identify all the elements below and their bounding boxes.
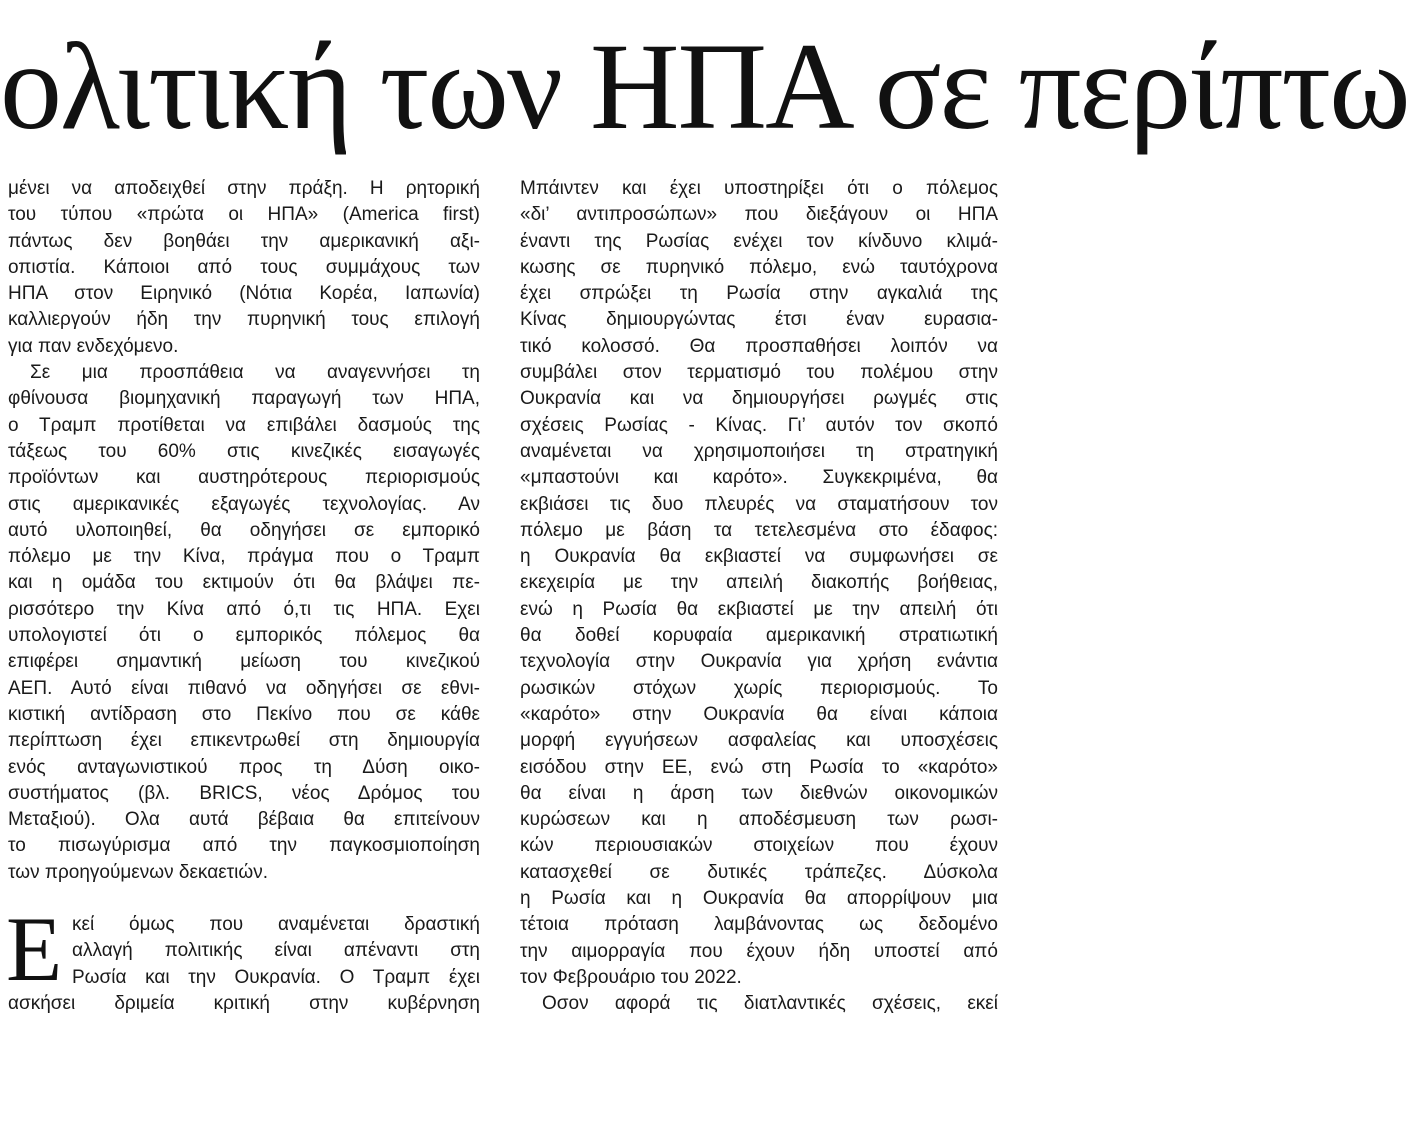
text-line: επιφέρει σημαντική μείωση του κινεζικού [8, 651, 480, 673]
text-line: αυτό υλοποιηθεί, θα οδηγήσει σε εμπορικό [8, 519, 480, 541]
text-line: θα είναι η άρση των διεθνών οικονομικών [520, 782, 998, 804]
text-line: πόλεμο με την Κίνα, πράγμα που ο Τραμπ [8, 546, 480, 568]
text-line: τεχνολογία στην Ουκρανία για χρήση ενάντια [520, 651, 998, 673]
text-line: μένει να αποδειχθεί στην πράξη. Η ρητορική [8, 178, 480, 199]
text-line: περίπτωση έχει επικεντρωθεί στη δημιουργία [8, 730, 480, 752]
text-line: υπολογιστεί ότι ο εμπορικός πόλεμος θα [8, 625, 480, 647]
article-headline: ολιτική των ΗΠΑ σε περίπτω [0, 18, 1409, 155]
text-line: Ουκρανία και να δημιουργήσει ρωγμές στις [520, 388, 998, 410]
text-line: ασκήσει δριμεία κριτική στην κυβέρνηση [8, 992, 480, 1014]
text-line: ο Τραμπ προτίθεται να επιβάλει δασμούς της [8, 414, 480, 436]
text-line: καλλιεργούν ήδη την πυρηνική τους επιλογή [8, 309, 480, 331]
text-line: το πισωγύρισμα από την παγκοσμιοποίηση [8, 835, 480, 857]
text-line: κωσης σε πυρηνικό πόλεμο, ενώ ταυτόχρονα [520, 256, 998, 278]
text-line: η Ρωσία και η Ουκρανία θα απορρίψουν μια [520, 888, 998, 910]
text-line: τικό κολοσσό. Θα προσπαθήσει λοιπόν να [520, 335, 998, 357]
text-line: ενός ανταγωνιστικού προς τη Δύση οικο- [8, 756, 480, 778]
article-column-left [8, 176, 480, 1017]
text-line: κατασχεθεί σε δυτικές τράπεζες. Δύσκολα [520, 861, 998, 883]
text-line: τέτοια πρόταση λαμβάνοντας ως δεδομένο [520, 914, 998, 936]
text-line: και η ομάδα του εκτιμούν ότι θα βλάψει πε- [8, 572, 480, 594]
text-line: του τύπου «πρώτα οι ΗΠΑ» (America first) [8, 204, 480, 226]
text-line: «μπαστούνι και καρότο». Συγκεκριμένα, θα [520, 467, 998, 489]
text-line: προϊόντων και αυστηρότερους περιορισμούς [8, 467, 480, 489]
text-line: στις αμερικανικές εξαγωγές τεχνολογίας. Αν [8, 493, 480, 515]
text-line: θα δοθεί κορυφαία αμερικανική στρατιωτική [520, 625, 998, 647]
text-line: Σε μια προσπάθεια να αναγεννήσει τη [30, 362, 480, 384]
text-line: «καρότο» στην Ουκρανία θα είναι κάποια [520, 703, 998, 725]
text-line: οπιστία. Κάποιοι από τους συμμάχους των [8, 256, 480, 278]
text-line: αναμένεται να χρησιμοποιήσει τη στρατηγική [520, 440, 998, 462]
text-line: τάξεως του 60% στις κινεζικές εισαγωγές [8, 440, 480, 462]
text-line: «δι’ αντιπροσώπων» που διεξάγουν οι ΗΠΑ [520, 204, 998, 226]
text-line: εισόδου στην ΕΕ, ενώ στη Ρωσία το «καρότο» [520, 756, 998, 778]
text-line: των προηγούμενων δεκαετιών. [8, 861, 268, 883]
text-line: κεί όμως που αναμένεται δραστική [72, 914, 480, 936]
text-line: ρωσικών στόχων χωρίς περιορισμούς. Το [520, 677, 998, 699]
text-line: κυρώσεων και η αποδέσμευση των ρωσι- [520, 809, 998, 831]
text-line: μορφή εγγυήσεων ασφαλείας και υποσχέσεις [520, 730, 998, 752]
text-line: τον Φεβρουάριο του 2022. [520, 966, 742, 988]
text-line: ΑΕΠ. Αυτό είναι πιθανό να οδηγήσει σε εθνι- [8, 677, 480, 699]
text-line: έναντι της Ρωσίας ενέχει τον κίνδυνο κλιμά- [520, 230, 998, 252]
text-line: εκεχειρία με την απειλή διακοπής βοήθειας, [520, 572, 998, 594]
text-line: Μεταξιού). Ολα αυτά βέβαια θα επιτείνουν [8, 809, 480, 831]
text-line: Κίνας δημιουργώντας έτσι έναν ευρασια- [520, 309, 998, 331]
text-line: Ρωσία και την Ουκρανία. Ο Τραμπ έχει [72, 966, 480, 988]
text-line: αλλαγή πολιτικής είναι απέναντι στη [72, 940, 480, 962]
text-line: συστήματος (βλ. BRICS, νέος Δρόμος του [8, 782, 480, 804]
text-line: την αιμορραγία που έχουν ήδη υποστεί από [520, 940, 998, 962]
text-line: πόλεμο με βάση τα τετελεσμένα στο έδαφος: [520, 519, 998, 541]
text-line: η Ουκρανία θα εκβιαστεί να συμφωνήσει σε [520, 546, 998, 568]
drop-cap: Ε [6, 898, 63, 1001]
text-line: σχέσεις Ρωσίας - Κίνας. Γι’ αυτόν τον σκοπό [520, 414, 998, 436]
text-line: φθίνουσα βιομηχανική παραγωγή των ΗΠΑ, [8, 388, 480, 410]
text-line: κιστική αντίδραση στο Πεκίνο που σε κάθε [8, 703, 480, 725]
dropcap-paragraph [6, 898, 480, 1017]
text-line: έχει σπρώξει τη Ρωσία στην αγκαλιά της [520, 283, 998, 305]
text-line: Μπάιντεν και έχει υποστηρίξει ότι ο πόλεμος [520, 178, 998, 199]
text-line: πάντως δεν βοηθάει την αμερικανική αξι- [8, 230, 480, 252]
text-line: συμβάλει στον τερματισμό του πολέμου στην [520, 362, 998, 384]
text-line: Οσον αφορά τις διατλαντικές σχέσεις, εκεί [542, 993, 998, 1015]
text-line: κών περιουσιακών στοιχείων που έχουν [520, 835, 998, 857]
text-line: ΗΠΑ στον Ειρηνικό (Νότια Κορέα, Ιαπωνία) [8, 283, 480, 305]
article-column-right [520, 176, 998, 1018]
text-line: εκβιάσει τις δυο πλευρές να σταματήσουν τον [520, 493, 998, 515]
text-line: ενώ η Ρωσία θα εκβιαστεί με την απειλή ότι [520, 598, 998, 620]
text-line: ρισσότερο την Κίνα από ό,τι τις ΗΠΑ. Εχει [8, 598, 480, 620]
text-line: για παν ενδεχόμενο. [8, 335, 179, 357]
